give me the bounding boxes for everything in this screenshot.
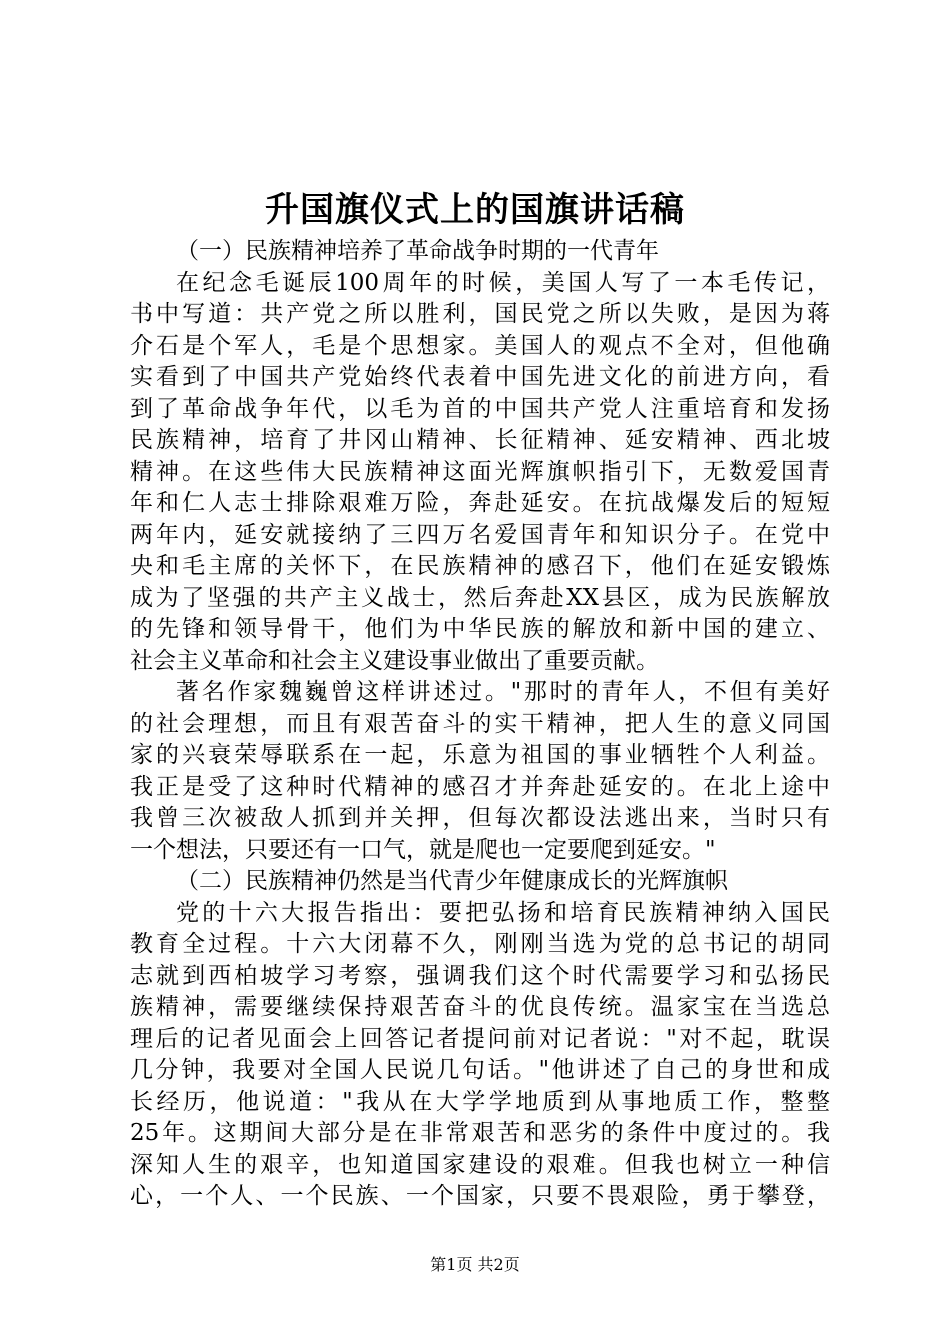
document-title: 升国旗仪式上的国旗讲话稿 bbox=[265, 190, 685, 230]
paragraph-line: 介石是个军人，毛是个思想家。美国人的观点不全对，但他确 bbox=[130, 332, 830, 359]
document-body bbox=[130, 236, 830, 1213]
paragraph-line: 我正是受了这种时代精神的感召才并奔赴延安的。在北上途中 bbox=[130, 773, 830, 800]
paragraph-line: 书中写道：共产党之所以胜利，国民党之所以失败，是因为蒋 bbox=[130, 301, 830, 327]
paragraph-line: 在纪念毛诞辰100周年的时候，美国人写了一本毛传记， bbox=[176, 269, 830, 296]
paragraph-line: 一个想法，只要还有一口气，就是爬也一定要爬到延安。" bbox=[130, 836, 716, 863]
paragraph-line: 长经历，他说道："我从在大学学地质到从事地质工作，整整 bbox=[130, 1088, 830, 1115]
paragraph-line: 精神。在这些伟大民族精神这面光辉旗帜指引下，无数爱国青 bbox=[130, 458, 830, 485]
paragraph-line: 几分钟，我要对全国人民说几句话。"他讲述了自己的身世和成 bbox=[130, 1057, 830, 1083]
section-heading-1: （一）民族精神培养了革命战争时期的一代青年 bbox=[176, 238, 659, 264]
paragraph-line: 心，一个人、一个民族、一个国家，只要不畏艰险，勇于攀登， bbox=[130, 1183, 830, 1209]
paragraph-line: 成为了坚强的共产主义战士，然后奔赴XX县区，成为民族解放 bbox=[130, 584, 830, 611]
paragraph-line: 教育全过程。十六大闭幕不久，刚刚当选为党的总书记的胡同 bbox=[130, 931, 830, 957]
paragraph-line: 25年。这期间大部分是在非常艰苦和恶劣的条件中度过的。我 bbox=[130, 1120, 830, 1146]
paragraph-line: 到了革命战争年代，以毛为首的中国共产党人注重培育和发扬 bbox=[130, 395, 830, 422]
paragraph-line: 的社会理想，而且有艰苦奋斗的实干精神，把人生的意义同国 bbox=[130, 710, 830, 737]
paragraph-line: 两年内，延安就接纳了三四万名爱国青年和知识分子。在党中 bbox=[130, 521, 830, 548]
paragraph-line: 理后的记者见面会上回答记者提问前对记者说："对不起，耽误 bbox=[130, 1025, 830, 1052]
paragraph-line: 实看到了中国共产党始终代表着中国先进文化的前进方向，看 bbox=[130, 364, 830, 390]
paragraph-line: 民族精神，培育了井冈山精神、长征精神、延安精神、西北坡 bbox=[130, 427, 830, 453]
paragraph-line: 社会主义革命和社会主义建设事业做出了重要贡献。 bbox=[130, 647, 659, 674]
paragraph-line: 党的十六大报告指出：要把弘扬和培育民族精神纳入国民 bbox=[176, 899, 830, 926]
section-heading-2: （二）民族精神仍然是当代青少年健康成长的光辉旗帜 bbox=[176, 868, 728, 894]
paragraph-line: 族精神，需要继续保持艰苦奋斗的优良传统。温家宝在当选总 bbox=[130, 994, 830, 1020]
page-number-footer: 第1页 共2页 bbox=[430, 1255, 520, 1274]
paragraph-line: 央和毛主席的关怀下，在民族精神的感召下，他们在延安锻炼 bbox=[130, 553, 830, 579]
paragraph-line: 著名作家魏巍曾这样讲述过。"那时的青年人，不但有美好 bbox=[176, 679, 830, 705]
paragraph-line: 的先锋和领导骨干，他们为中华民族的解放和新中国的建立、 bbox=[130, 616, 830, 642]
paragraph-line: 深知人生的艰辛，也知道国家建设的艰难。但我也树立一种信 bbox=[130, 1151, 830, 1178]
paragraph-line: 志就到西柏坡学习考察，强调我们这个时代需要学习和弘扬民 bbox=[130, 962, 830, 989]
paragraph-line: 我曾三次被敌人抓到并关押，但每次都设法逃出来，当时只有 bbox=[130, 805, 830, 831]
paragraph-line: 年和仁人志士排除艰难万险，奔赴延安。在抗战爆发后的短短 bbox=[130, 490, 830, 516]
paragraph-line: 家的兴衰荣辱联系在一起，乐意为祖国的事业牺牲个人利益。 bbox=[130, 742, 830, 768]
